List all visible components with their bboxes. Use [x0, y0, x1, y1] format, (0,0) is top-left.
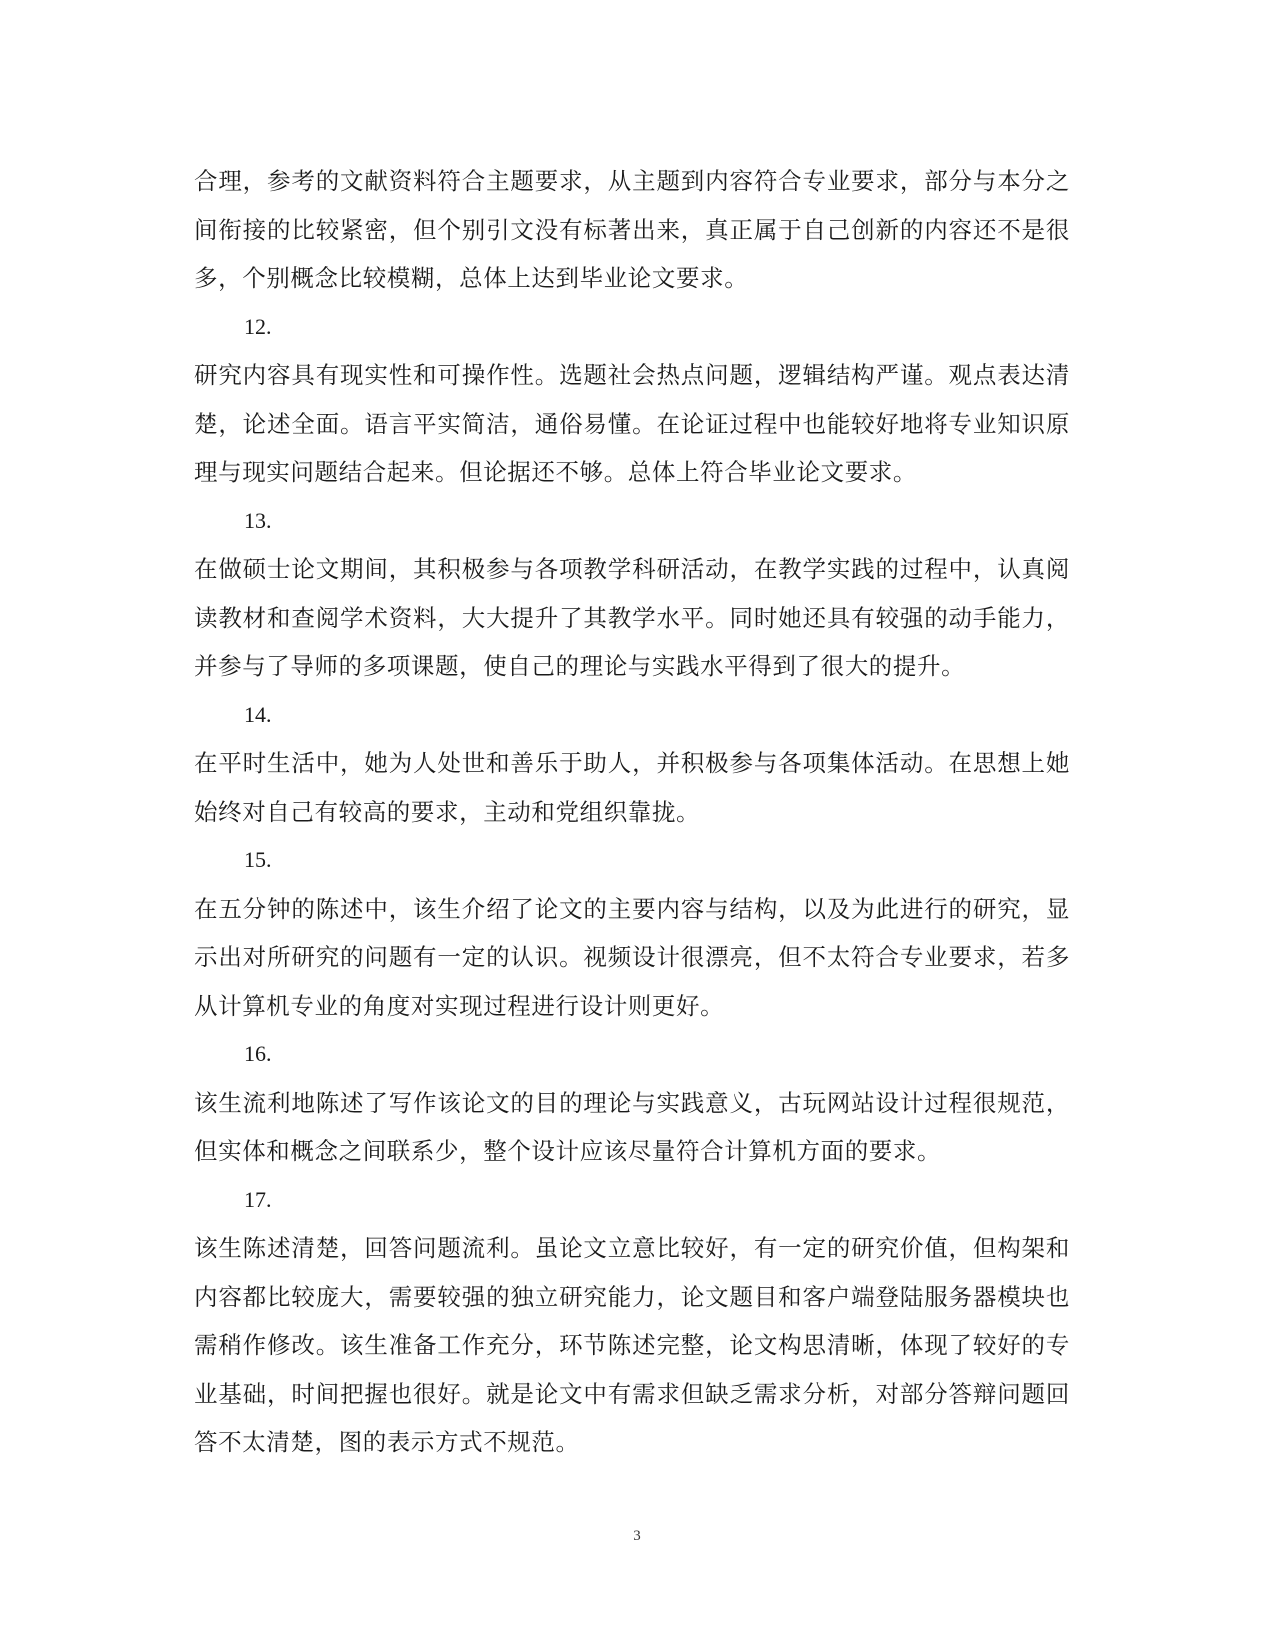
item-number-15: 15. [244, 847, 272, 872]
item-paragraph-12: 研究内容具有现实性和可操作性。选题社会热点问题，逻辑结构严谨。观点表达清楚，论述全面。语言平实简洁，通俗易懂。在论证过程中也能较好地将专业知识原理与现实问题结合起来。但论据还不够。总体上符合毕业论文要求。 [194, 361, 1070, 486]
item-paragraph-15: 在五分钟的陈述中，该生介绍了论文的主要内容与结构，以及为此进行的研究，显示出对所研究的问题有一定的认识。视频设计很漂亮，但不太符合专业要求，若多从计算机专业的角度对实现过程进行设计则更好。 [194, 894, 1070, 1020]
item-paragraph-13: 在做硕士论文期间，其积极参与各项教学科研活动，在教学实践的过程中，认真阅读教材和查阅学术资料，大大提升了其教学水平。同时她还具有较强的动手能力，并参与了导师的多项课题，使自己的理论与实践水平得到了很大的提升。 [194, 555, 1070, 680]
item-number-13: 13. [244, 507, 272, 533]
item-paragraph-17: 该生陈述清楚，回答问题流利。虽论文立意比较好，有一定的研究价值，但构架和内容都比较庞大，需要较强的独立研究能力，论文题目和客户端登陆服务器模块也需稍作修改。该生准备工作充分，环节陈述完整，论文构思清晰，体现了较好的专业基础，时间把握也很好。就是论文中有需求但缺乏需求分析，对部分答辩问题回答不太清楚，图的表示方式不规范。 [194, 1234, 1070, 1456]
intro-paragraph: 合理，参考的文献资料符合主题要求，从主题到内容符合专业要求，部分与本分之间衔接的比较紧密，但个别引文没有标著出来，真正属于自己创新的内容还不是很多，个别概念比较模糊，总体上达到毕业论文要求。 [194, 167, 1070, 292]
page-number: 3 [633, 1528, 641, 1544]
item-number-17: 17. [244, 1186, 272, 1212]
page-content [194, 157, 1070, 1467]
item-number-12: 12. [244, 313, 272, 339]
item-number-16: 16. [244, 1041, 272, 1066]
item-number-14: 14. [244, 701, 272, 727]
item-paragraph-14: 在平时生活中，她为人处世和善乐于助人，并积极参与各项集体活动。在思想上她始终对自己有较高的要求，主动和党组织靠拢。 [194, 749, 1070, 826]
item-paragraph-16: 该生流利地陈述了写作该论文的目的理论与实践意义，古玩网站设计过程很规范，但实体和概念之间联系少，整个设计应该尽量符合计算机方面的要求。 [194, 1088, 1070, 1165]
